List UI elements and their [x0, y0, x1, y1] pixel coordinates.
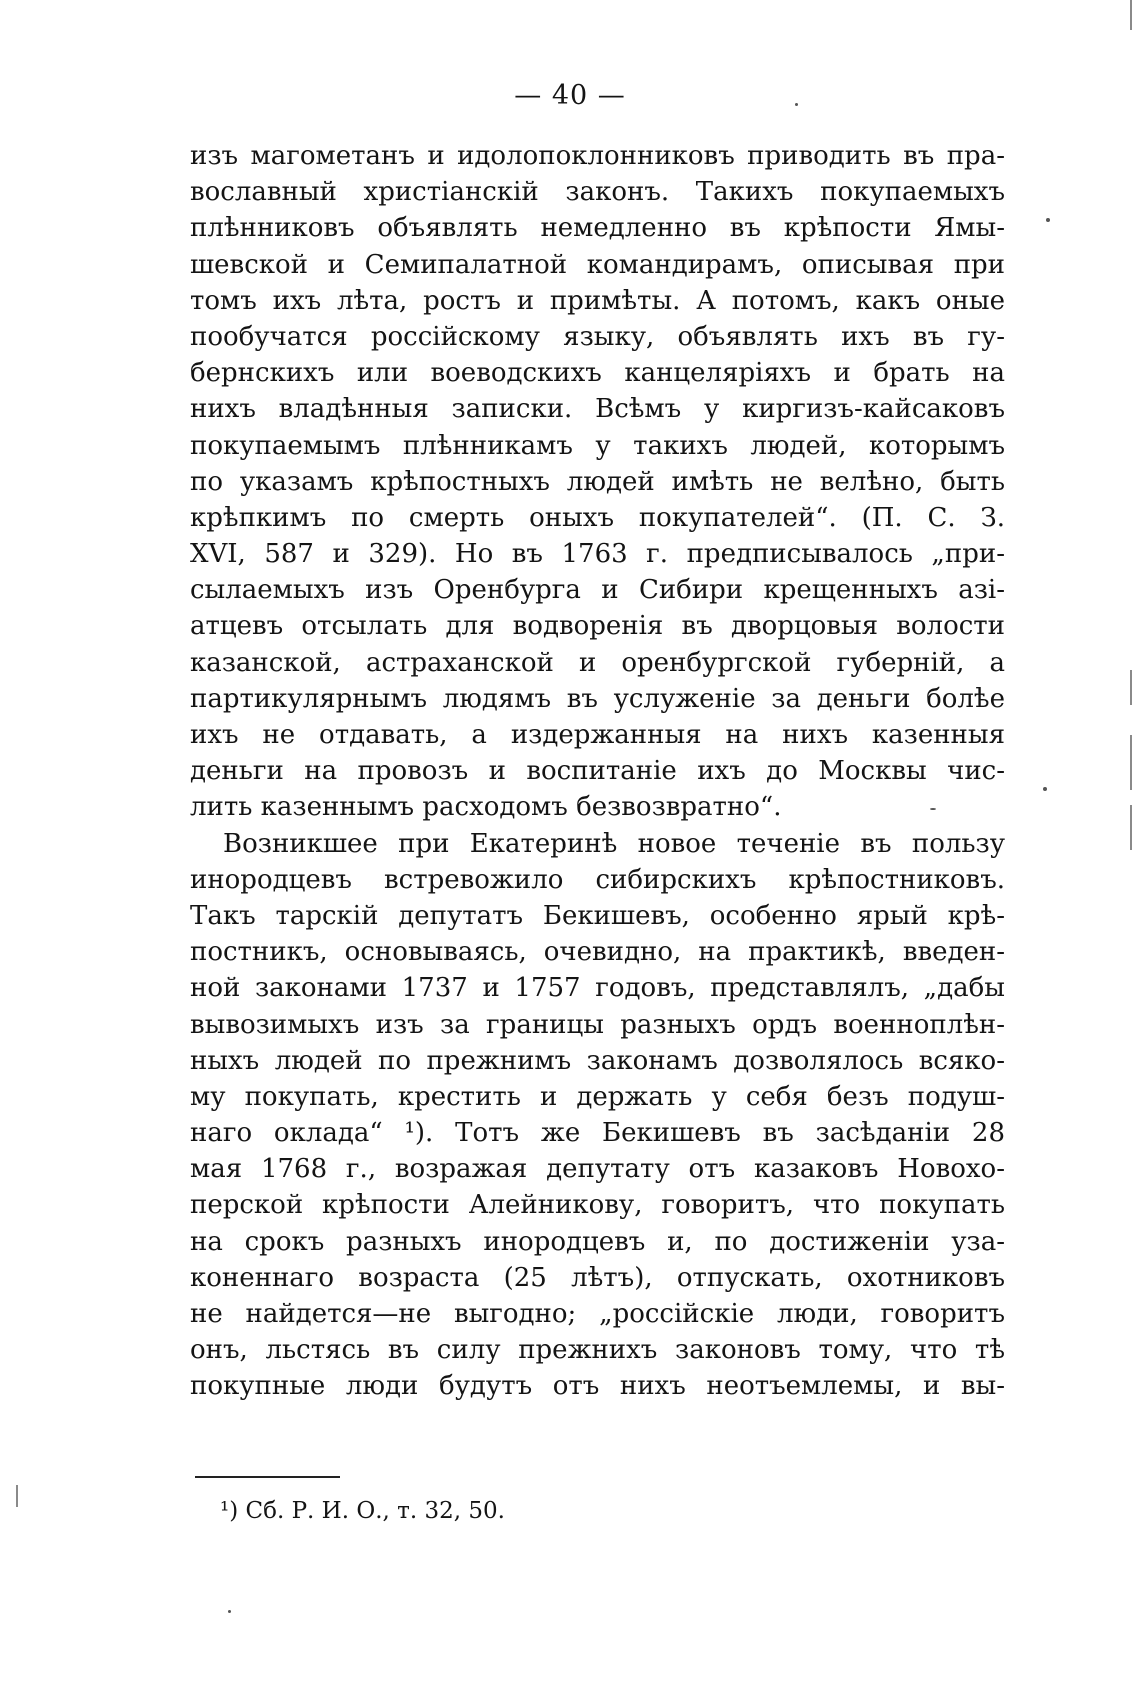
footnote: ¹) Сб. Р. И. О., т. 32, 50. [220, 1498, 505, 1524]
scan-speck [1046, 218, 1050, 222]
text-line: ихъ не отдавать, а издержанныя на нихъ казенныя [190, 720, 1005, 750]
text-line: коненнаго возраста (25 лѣтъ), отпускать, охотниковъ [190, 1262, 1005, 1293]
scan-speck [228, 1610, 231, 1613]
text-line: шевской и Семипалатной командирамъ, описывая при [190, 249, 1005, 280]
main-text [190, 138, 1005, 1405]
text-line: инородцевъ встревожило сибирскихъ крѣпостниковъ. [190, 864, 1005, 895]
text-line: изъ магометанъ и идолопоклонниковъ приводить въ пра- [190, 141, 1005, 171]
text-line: Такъ тарскій депутатъ Бекишевъ, особенно ярый крѣ- [190, 900, 1005, 931]
text-line: вывозимыхъ изъ за границы разныхъ ордъ военноплѣн- [190, 1009, 1005, 1040]
text-line: ной законами 1737 и 1757 годовъ, представлялъ, „дабы [190, 973, 1005, 1004]
scan-edge-mark [1130, 670, 1132, 705]
text-line: вославный христіанскій законъ. Такихъ покупаемыхъ [190, 177, 1005, 208]
scan-edge-mark [1130, 735, 1132, 790]
text-line: ныхъ людей по прежнимъ законамъ дозволялось всяко- [190, 1045, 1005, 1076]
footnote-divider [195, 1476, 340, 1478]
text-line: наго оклада“ ¹). Тотъ же Бекишевъ въ засѣданіи 28 [190, 1118, 1005, 1149]
text-line: му покупать, крестить и держать у себя безъ подуш- [190, 1081, 1005, 1112]
scan-edge-mark [16, 1485, 18, 1507]
text-line: нихъ владѣнныя записки. Всѣмъ у киргизъ-кайсаковъ [190, 394, 1005, 425]
text-line: плѣнниковъ объявлять немедленно въ крѣпости Ямы- [190, 213, 1005, 244]
scan-edge-mark [1130, 0, 1132, 30]
text-line: бернскихъ или воеводскихъ канцеляріяхъ и брать на [190, 358, 1005, 389]
text-line: деньги на провозъ и воспитаніе ихъ до Москвы чис- [190, 756, 1005, 787]
text-line: сылаемыхъ изъ Оренбурга и Сибири крещенныхъ азі- [190, 575, 1005, 606]
text-line: на срокъ разныхъ инородцевъ и, по достиженіи уза- [190, 1226, 1005, 1257]
text-line: партикулярнымъ людямъ въ услуженіе за деньги болѣе [190, 683, 1005, 714]
text-line: лить казеннымъ расходомъ безвозвратно“. [190, 792, 782, 823]
paragraph-1 [190, 138, 1005, 826]
scan-edge-mark [1130, 805, 1132, 850]
text-line: казанской, астраханской и оренбургской губерній, а [190, 647, 1005, 678]
text-line: пообучатся россійскому языку, объявлять ихъ въ гу- [190, 321, 1005, 352]
paragraph-2 [190, 826, 1005, 1405]
text-line: не найдется—не выгодно; „россійскіе люди, говоритъ [190, 1299, 1005, 1329]
page-number: — 40 — [514, 80, 626, 111]
text-line: онъ, льстясь въ силу прежнихъ законовъ тому, что тѣ [190, 1335, 1005, 1366]
text-line: атцевъ отсылать для водворенія въ дворцовыя волости [190, 611, 1005, 642]
scan-speck [1043, 787, 1047, 791]
text-line: покупные люди будутъ отъ нихъ неотъемлемы, и вы- [190, 1371, 1005, 1402]
text-line: крѣпкимъ по смерть оныхъ покупателей“. (П. С. З. [190, 502, 1005, 533]
text-line: мая 1768 г., возражая депутату отъ казаковъ Новохо- [190, 1154, 1005, 1185]
text-line: перской крѣпости Алейникову, говоритъ, что покупать [190, 1190, 1005, 1221]
text-line: томъ ихъ лѣта, ростъ и примѣты. А потомъ, какъ оные [190, 285, 1005, 316]
text-line: Возникшее при Екатеринѣ новое теченіе въ пользу [223, 828, 1005, 859]
scan-speck [795, 103, 798, 106]
text-line: постникъ, основываясь, очевидно, на практикѣ, введен- [190, 937, 1005, 968]
text-line: покупаемымъ плѣнникамъ у такихъ людей, которымъ [190, 430, 1005, 461]
scan-speck [930, 808, 936, 810]
text-line: XVI, 587 и 329). Но въ 1763 г. предписывалось „при- [190, 539, 1005, 570]
text-line: по указамъ крѣпостныхъ людей имѣть не велѣно, быть [190, 466, 1005, 497]
